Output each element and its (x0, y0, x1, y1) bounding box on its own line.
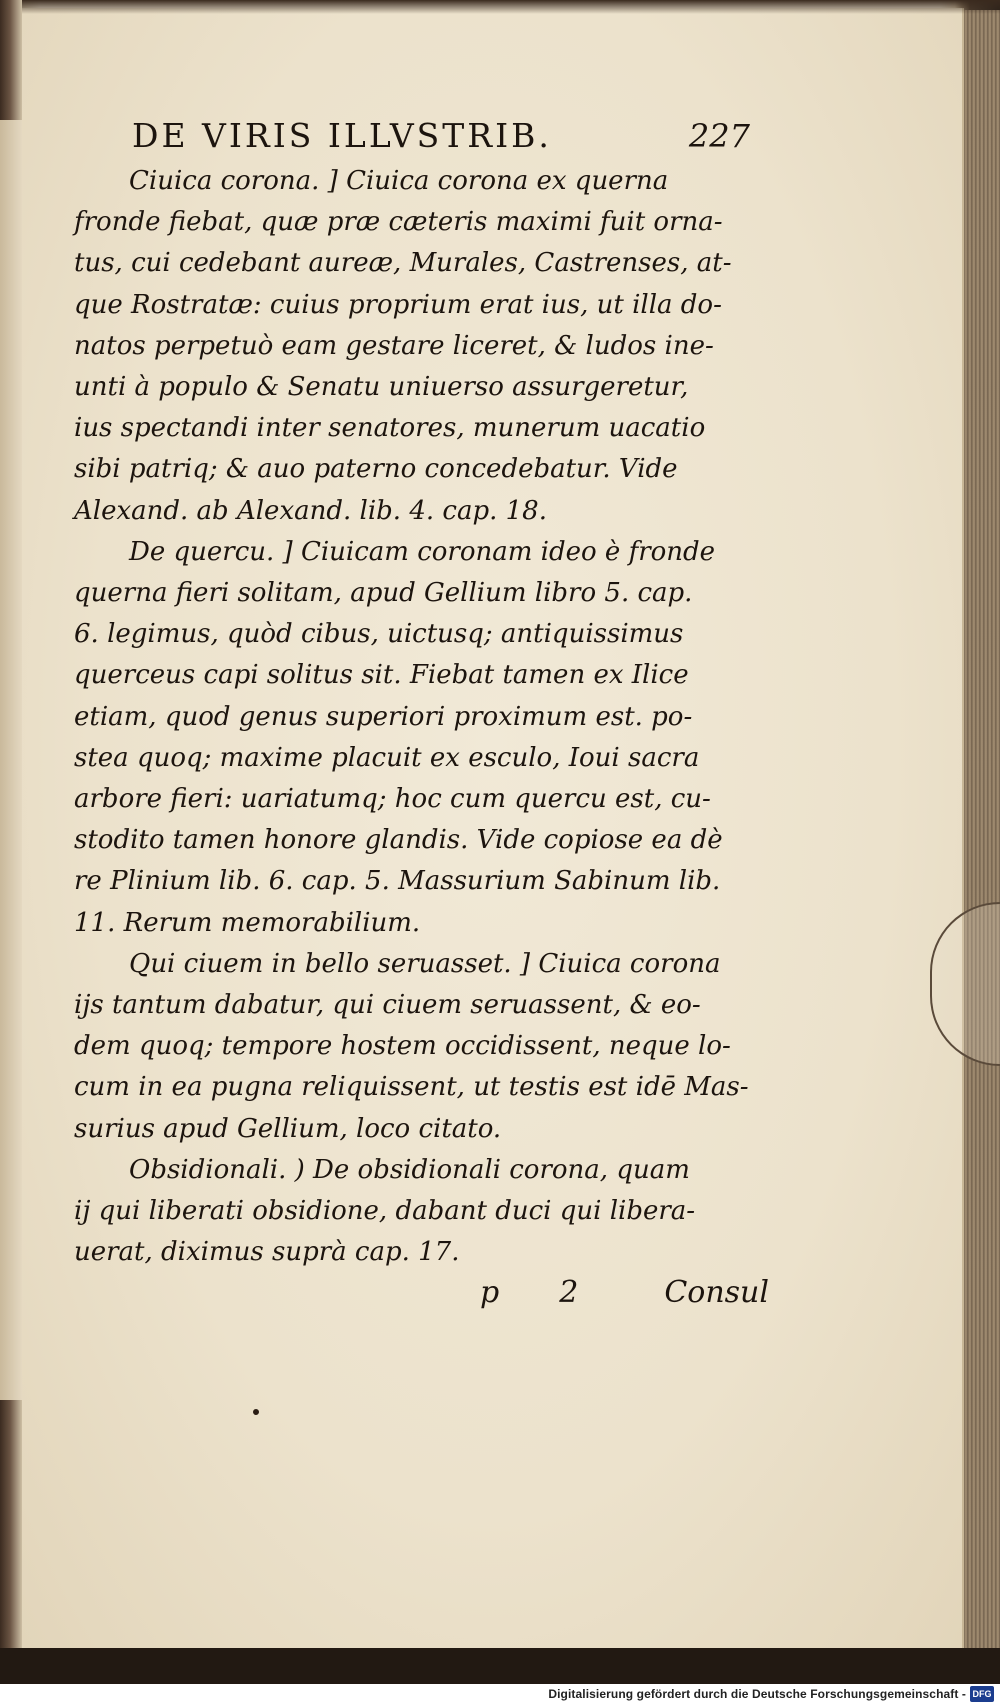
paragraph (74, 532, 750, 944)
text-line: stodito tamen honore glandis. Vide copiose ea dè (74, 825, 723, 856)
paragraph (74, 1150, 750, 1274)
text-line: tus, cui cedebant aureæ, Murales, Castrenses, at- (74, 248, 732, 279)
text-line: ius spectandi inter senatores, munerum uacatio (74, 413, 706, 444)
text-line: fronde fiebat, quæ præ cæteris maximi fuit orna- (74, 207, 723, 238)
page-edges (960, 10, 1000, 1650)
text-line: dem quoq; tempore hostem occidissent, neque lo- (74, 1031, 731, 1062)
text-block (74, 116, 769, 1311)
text-line: 6. legimus, quòd cibus, uictusq; antiquissimus (74, 619, 684, 650)
text-line: querna fieri solitam, apud Gellium libro 5. cap. (74, 578, 693, 609)
text-line: natos perpetuò eam gestare liceret, & ludos ine- (74, 330, 714, 361)
running-head-title: DE VIRIS ILLVSTRIB. (132, 116, 552, 155)
text-line: etiam, quod genus superiori proximum est. po- (74, 701, 693, 732)
left-page-strip (0, 120, 22, 1400)
signature-mark: p (480, 1275, 500, 1311)
text-line: stea quoq; maxime placuit ex esculo, Ioui sacra (74, 742, 700, 773)
running-head (74, 116, 750, 155)
text-line: ijs tantum dabatur, qui ciuem seruassent, & eo- (74, 990, 701, 1021)
page-number: 227 (688, 117, 750, 155)
text-line: re Plinium lib. 6. cap. 5. Massurium Sabinum lib. (74, 866, 721, 897)
text-line: Alexand. ab Alexand. lib. 4. cap. 18. (74, 495, 547, 526)
catchword: Consul (664, 1275, 769, 1311)
catchline (74, 1275, 769, 1311)
text-line: Ciuica corona. ] Ciuica corona ex querna (129, 166, 669, 196)
text-line: cum in ea pugna reliquissent, ut testis est idē Mas- (74, 1072, 749, 1103)
text-line: De quercu. ] Ciuicam coronam ideo è fronde (129, 536, 716, 567)
top-shadow (22, 0, 1000, 14)
paragraph (74, 944, 750, 1150)
text-line: que Rostratæ: cuius proprium erat ius, ut illa do- (74, 289, 722, 320)
ink-spot (253, 1409, 259, 1415)
bottom-edge (0, 1648, 1000, 1684)
text-line: Obsidionali. ) De obsidionali corona, quam (129, 1154, 690, 1185)
text-line: 11. Rerum memorabilium. (74, 907, 421, 938)
dfg-logo: DFG (970, 1686, 994, 1702)
text-line: uerat, diximus suprà cap. 17. (74, 1237, 460, 1268)
text-line: surius apud Gellium, loco citato. (74, 1113, 502, 1144)
paragraph (74, 161, 750, 532)
signature-number: 2 (559, 1275, 579, 1311)
footer-credit: Digitalisierung gefördert durch die Deutsche Forschungsgemeinschaft - (548, 1687, 966, 1701)
text-line: Qui ciuem in bello seruasset. ] Ciuica corona (129, 948, 721, 979)
text-line: ij qui liberati obsidione, dabant duci qui libera- (74, 1196, 696, 1227)
text-line: arbore fieri: uariatumq; hoc cum quercu est, cu- (74, 784, 711, 815)
text-line: querceus capi solitus sit. Fiebat tamen ex Ilice (74, 660, 689, 691)
text-line: sibi patriq; & auo paterno concedebatur. Vide (74, 454, 678, 485)
text-line: unti à populo & Senatu uniuerso assurgeretur, (74, 372, 689, 403)
paragraphs (74, 161, 750, 1273)
